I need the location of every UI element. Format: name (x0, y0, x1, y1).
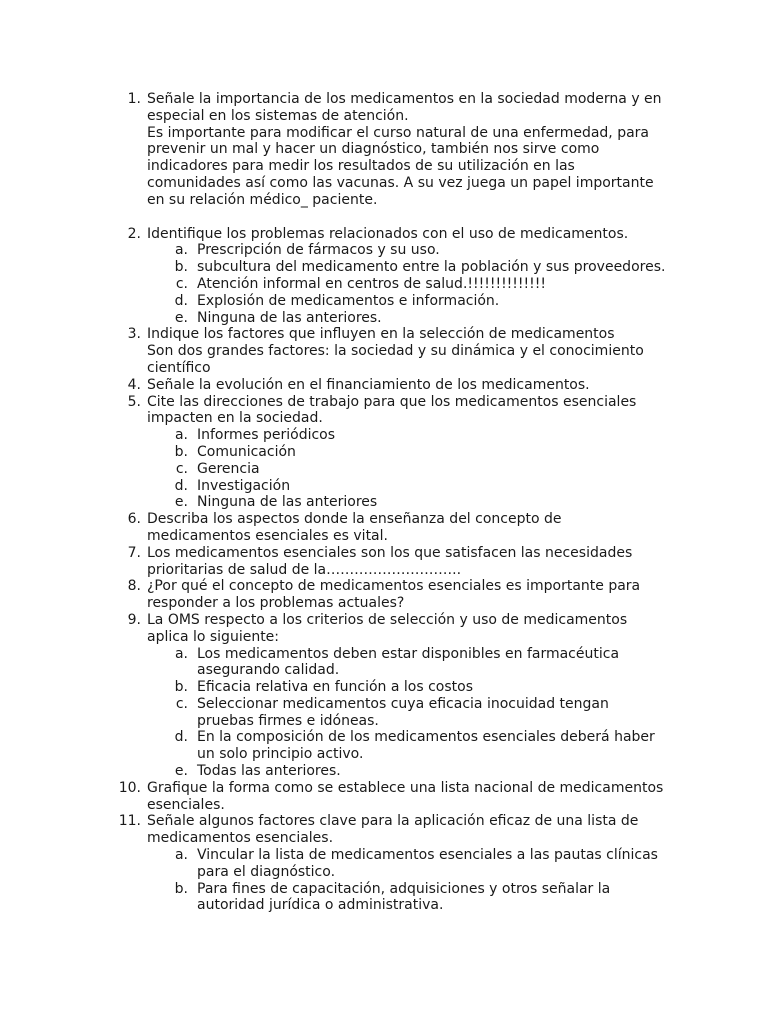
question-number: 4. (127, 376, 141, 393)
question-number: 5. (127, 393, 141, 410)
question-number: 2. (127, 225, 141, 242)
question-item (0, 377, 657, 394)
answer-text: científico (147, 359, 211, 376)
option-item (0, 293, 768, 310)
question-text: aplica lo siguiente: (147, 628, 280, 645)
question-text: Señale la importancia de los medicamentos en la sociedad moderna y en (147, 91, 662, 107)
option-letter: a. (174, 242, 188, 259)
question-item (0, 226, 657, 243)
question-item (0, 326, 657, 376)
option-letter: c. (175, 460, 188, 477)
option-text: Los medicamentos deben estar disponibles en farmacéutica (197, 645, 620, 662)
option-letter: c. (175, 695, 188, 712)
option-text: autoridad jurídica o administrativa. (197, 897, 444, 914)
option-text: Ninguna de las anteriores. (197, 309, 382, 326)
option-text: Para fines de capacitación, adquisiciones y otros señalar la (197, 880, 611, 897)
question-number: 10. (118, 779, 141, 796)
option-text: Comunicación (197, 443, 296, 460)
option-text: pruebas firmes e idóneas. (197, 712, 379, 729)
option-item (0, 763, 768, 780)
answer-text: indicadores para medir los resultados de su utilización en las (147, 158, 575, 175)
question-text: Señale la evolución en el financiamiento de los medicamentos. (147, 376, 590, 393)
question-item (0, 545, 657, 579)
question-number: 9. (127, 611, 141, 628)
question-item (0, 394, 657, 428)
option-letter: b. (174, 679, 188, 696)
option-item (0, 276, 768, 293)
option-text: Gerencia (197, 460, 260, 477)
option-letter: b. (174, 880, 188, 897)
question-text: Describa los aspectos donde la enseñanza del concepto de (147, 511, 562, 528)
answer-text: Es importante para modificar el curso natural de una enfermedad, para (147, 124, 649, 141)
option-item (0, 696, 768, 730)
option-text: Eficacia relativa en función a los costos (197, 679, 474, 696)
option-item (0, 646, 768, 680)
option-text: un solo principio activo. (197, 746, 364, 763)
question-text: medicamentos esenciales. (147, 830, 334, 847)
option-item (0, 310, 768, 327)
option-text: Ninguna de las anteriores (197, 494, 378, 511)
option-item (0, 881, 768, 915)
option-letter: a. (174, 645, 188, 662)
option-letter: d. (174, 477, 188, 494)
option-text: Vincular la lista de medicamentos esenciales a las pautas clínicas (197, 847, 658, 864)
option-item (0, 729, 768, 763)
option-item (0, 427, 768, 444)
question-text: Identifique los problemas relacionados con el uso de medicamentos. (147, 225, 629, 242)
option-item (0, 242, 768, 259)
option-text: En la composición de los medicamentos esenciales deberá haber (197, 729, 655, 746)
option-letter: a. (174, 847, 188, 864)
option-item (0, 478, 768, 495)
answer-text: en su relación médico_ paciente. (147, 191, 378, 208)
option-letter: d. (174, 292, 188, 309)
option-text: Investigación (197, 477, 291, 494)
option-letter: d. (174, 729, 188, 746)
option-text: Todas las anteriores. (197, 763, 341, 780)
option-text: para el diagnóstico. (197, 863, 336, 880)
question-number: 8. (127, 578, 141, 595)
question-text: Cite las direcciones de trabajo para que los medicamentos esenciales (147, 393, 637, 410)
option-text: Informes periódicos (197, 427, 336, 444)
question-item (0, 612, 657, 646)
option-item (0, 259, 768, 276)
option-text: Prescripción de fármacos y su uso. (197, 242, 440, 259)
question-text: Señale algunos factores clave para la aplicación eficaz de una lista de (147, 813, 639, 830)
question-text: medicamentos esenciales es vital. (147, 527, 388, 544)
question-item (0, 813, 657, 847)
document-body (0, 91, 768, 914)
question-number: 1. (127, 91, 141, 107)
option-letter: a. (174, 427, 188, 444)
question-text: ¿Por qué el concepto de medicamentos esenciales es importante para (147, 578, 641, 595)
option-text: Seleccionar medicamentos cuya eficacia inocuidad tengan (197, 695, 609, 712)
option-item (0, 494, 768, 511)
option-letter: e. (174, 309, 188, 326)
option-item (0, 444, 768, 461)
question-item (0, 91, 662, 209)
question-item (0, 578, 657, 612)
option-text: Atención informal en centros de salud.!!!!!!!!!!!!!! (197, 275, 546, 292)
option-letter: c. (175, 275, 188, 292)
answer-text: comunidades así como las vacunas. A su vez juega un papel importante (147, 174, 654, 191)
answer-text: Son dos grandes factores: la sociedad y su dinámica y el conocimiento (147, 343, 644, 360)
option-letter: e. (174, 763, 188, 780)
question-text: Grafique la forma como se establece una lista nacional de medicamentos (147, 779, 664, 796)
option-text: Explosión de medicamentos e información. (197, 292, 500, 309)
question-text: especial en los sistemas de atención. (147, 107, 409, 124)
option-item (0, 461, 768, 478)
question-item (0, 779, 664, 814)
question-text: Los medicamentos esenciales son los que satisfacen las necesidades (147, 544, 633, 561)
question-text: Indique los factores que influyen en la selección de medicamentos (147, 326, 615, 343)
option-item (0, 847, 768, 881)
question-number: 7. (127, 544, 141, 561)
question-text: La OMS respecto a los criterios de selección y uso de medicamentos (147, 611, 628, 628)
question-item (0, 511, 657, 545)
option-letter: b. (174, 259, 188, 276)
question-text: responder a los problemas actuales? (147, 595, 405, 612)
question-number: 3. (127, 326, 141, 343)
question-text: esenciales. (147, 796, 225, 813)
option-text: subcultura del medicamento entre la población y sus proveedores. (197, 259, 666, 276)
option-text: asegurando calidad. (197, 662, 340, 679)
paragraph-spacer (0, 209, 768, 226)
option-letter: e. (174, 494, 188, 511)
answer-text: prevenir un mal y hacer un diagnóstico, también nos sirve como (147, 141, 600, 158)
question-text: impacten en la sociedad. (147, 410, 323, 427)
question-text: prioritarias de salud de la……………………….. (147, 561, 462, 578)
option-letter: b. (174, 443, 188, 460)
question-number: 6. (127, 511, 141, 528)
question-number: 11. (118, 813, 141, 830)
option-item (0, 679, 768, 696)
